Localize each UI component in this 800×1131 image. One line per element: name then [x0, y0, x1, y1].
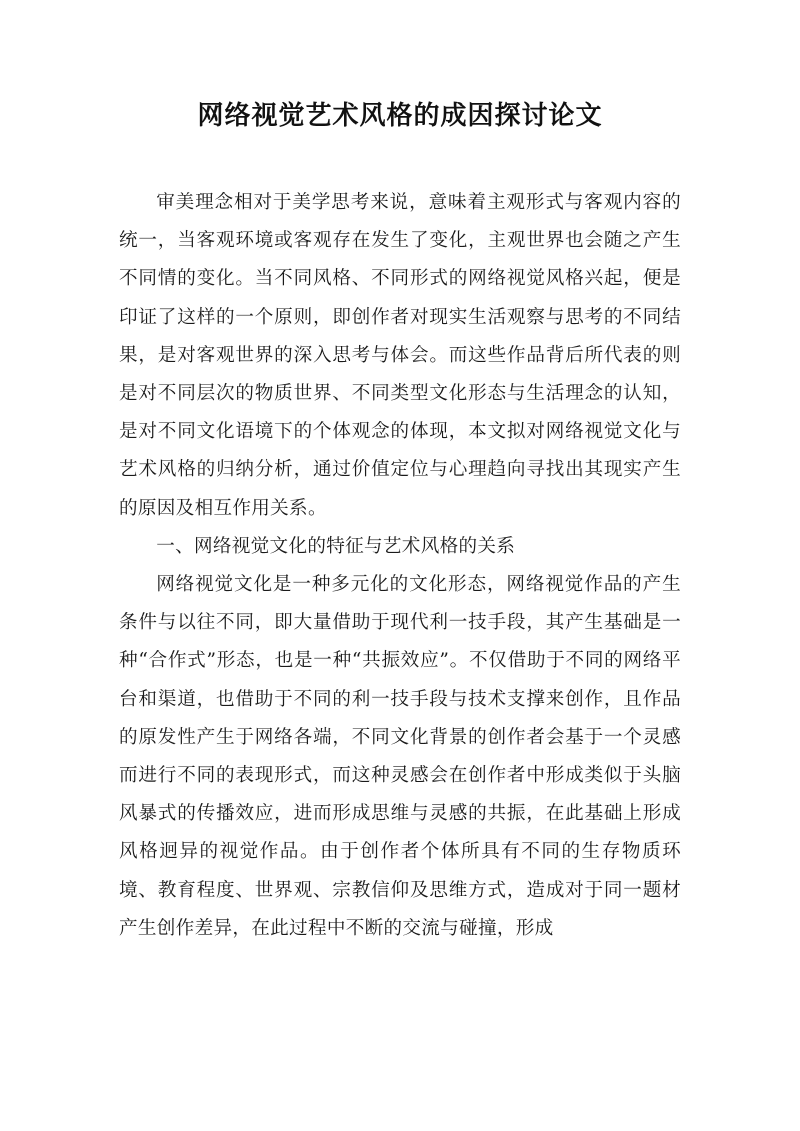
section-heading: 一、网络视觉文化的特征与艺术风格的关系 [156, 535, 516, 557]
document-title: 网络视觉艺术风格的成因探讨论文 [197, 101, 603, 131]
body-paragraph-section-1: 网络视觉文化是一种多元化的文化形态，网络视觉作品的产生条件与以往不同，即大量借助于现代利一技手段，其产生基础是一种“合作式”形态，也是一种“共振效应”。不仅借助于不同的网络平台和渠道，也借助于不同的利一技手段与技术支撑来创作，且作品的原发性产生于网络各端，不同文化背景的创作者会基于一个灵感而进行不同的表现形式，而这种灵感会在创作者中形成类似于头脑风暴式的传播效应，进而形成思维与灵感的共振，在此基础上形成风格迥异的视觉作品。由于创作者个体所具有不同的生存物质环境、教育程度、世界观、宗教信仰及思维方式，造成对于同一题材产生创作差异，在此过程中不断的交流与碰撞，形成 [119, 574, 681, 939]
document-body [119, 184, 681, 948]
body-paragraph-intro: 审美理念相对于美学思考来说，意味着主观形式与客观内容的统一，当客观环境或客观存在发生了变化，主观世界也会随之产生不同情的变化。当不同风格、不同形式的网络视觉风格兴起，便是印证了这样的一个原则，即创作者对现实生活观察与思考的不同结果，是对客观世界的深入思考与体会。而这些作品背后所代表的则是对不同层次的物质世界、不同类型文化形态与生活理念的认知，是对不同文化语境下的个体观念的体现，本文拟对网络视觉文化与艺术风格的归纳分析，通过价值定位与心理趋向寻找出其现实产生的原因及相互作用关系。 [119, 192, 681, 519]
